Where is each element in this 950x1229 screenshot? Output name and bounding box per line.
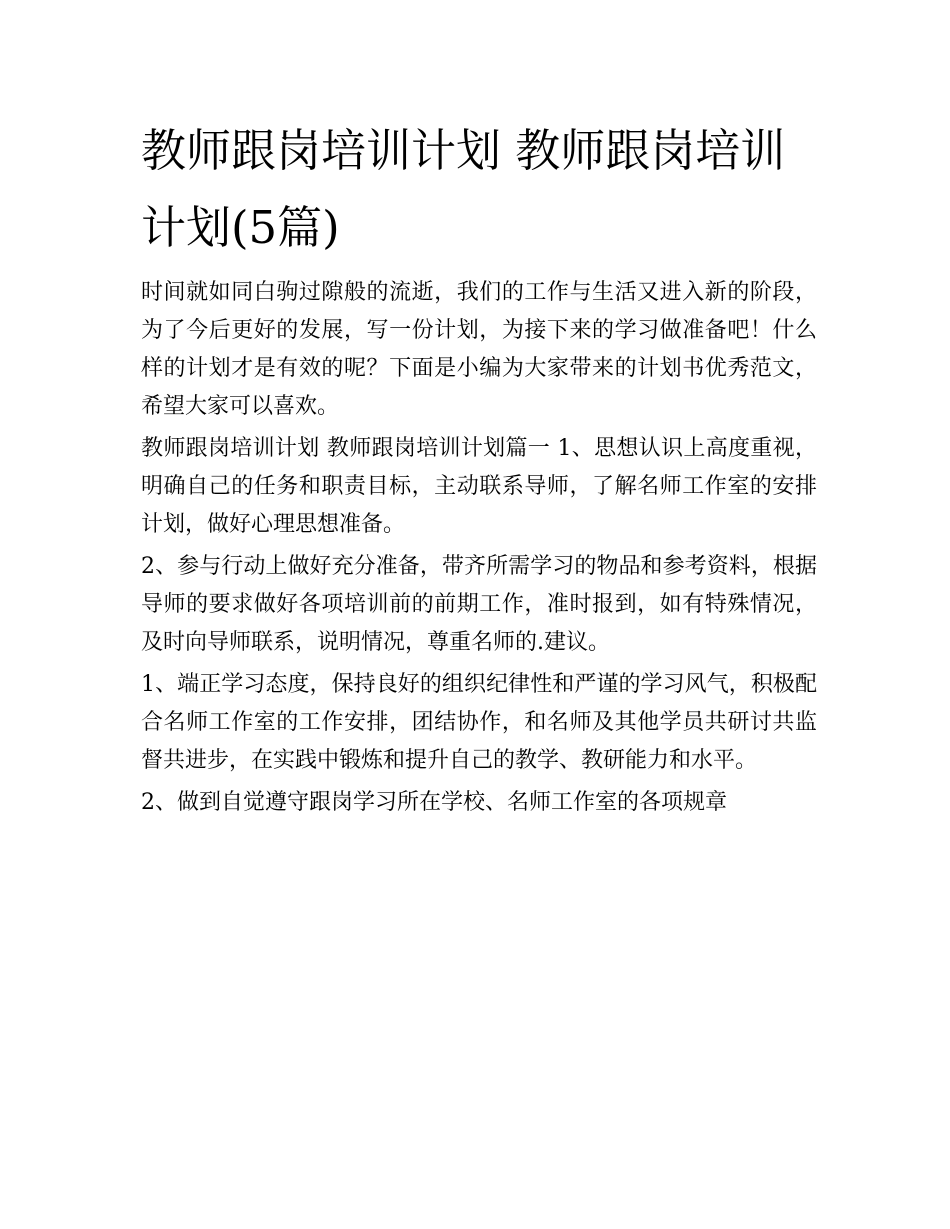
paragraph-3: 1、端正学习态度，保持良好的组织纪律性和严谨的学习风气，积极配合名师工作室的工作安排，团结协作，和名师及其他学员共研讨共监督共进步，在实践中锻炼和提升自己的教学、教研能力和水平。 (141, 672, 817, 773)
paragraph-1: 教师跟岗培训计划 教师跟岗培训计划篇一 1、思想认识上高度重视，明确自己的任务和职责目标，主动联系导师，了解名师工作室的安排计划，做好心理思想准备。 (141, 436, 817, 537)
paragraph-4: 2、做到自觉遵守跟岗学习所在学校、名师工作室的各项规章 (141, 790, 727, 815)
document-title: 教师跟岗培训计划 教师跟岗培训计划(5篇) (141, 124, 786, 254)
paragraph-intro: 时间就如同白驹过隙般的流逝，我们的工作与生活又进入新的阶段，为了今后更好的发展，写一份计划，为接下来的学习做准备吧！什么样的计划才是有效的呢？下面是小编为大家带来的计划书优秀范文，希望大家可以喜欢。 (141, 280, 817, 419)
document-page (141, 112, 817, 822)
paragraph-2: 2、参与行动上做好充分准备，带齐所需学习的物品和参考资料，根据导师的要求做好各项培训前的前期工作，准时报到，如有特殊情况，及时向导师联系，说明情况，尊重名师的.建议。 (141, 554, 817, 655)
